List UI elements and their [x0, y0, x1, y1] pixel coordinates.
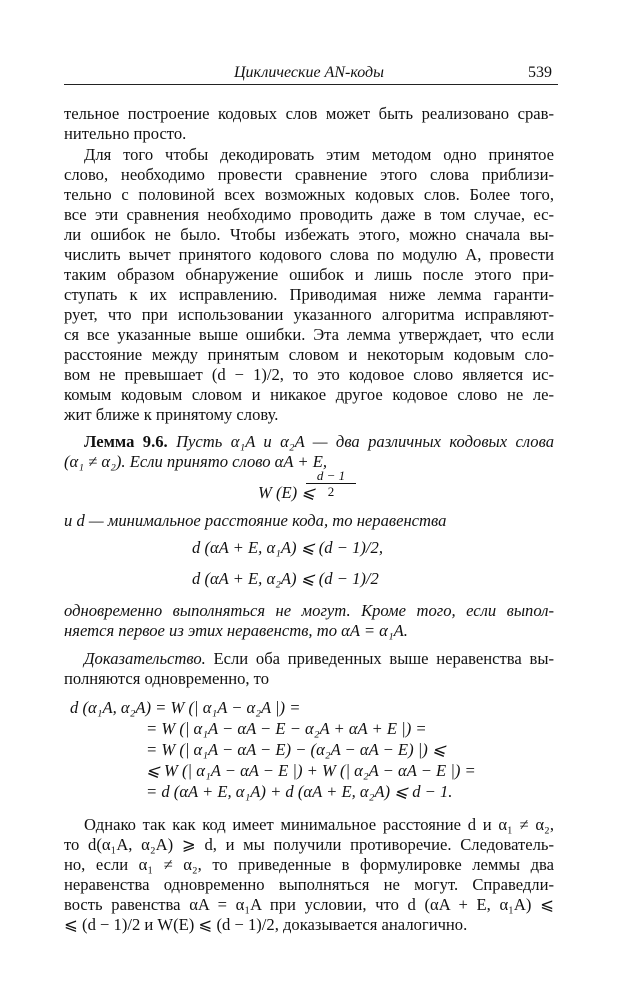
- equation-line: = W (| α₁A − αA − E − α₂A + αA + E |) =: [146, 719, 427, 738]
- formula-fraction: [306, 468, 356, 499]
- inequality-2: d (αA + E, α₂A) ⩽ (d − 1)/2: [192, 569, 379, 588]
- equation-line: = W (| α₁A − αA − E) − (α₂A − αA − E) |) ⩽: [146, 740, 446, 759]
- page-number: 539: [528, 64, 552, 81]
- text-line: полняются одновременно, то: [64, 669, 270, 688]
- text-line: Однако так как код имеет минимальное расстояние d и α₁ ≠ α₂,: [84, 815, 554, 834]
- text-line: ли ошибок не было. Чтобы избежать этого, можно сначала вы-: [64, 225, 554, 244]
- text-line: неравенства одновременно выполняться не могут. Справедли-: [64, 875, 554, 894]
- text-line: одновременно выполняться не могут. Кроме того, если выпол-: [64, 601, 554, 620]
- text-line: числить вычет принятого кодового слова по модулю A, провести: [64, 245, 554, 264]
- fraction-numerator: d − 1: [306, 468, 356, 484]
- text-line: няется первое из этих неравенств, то αA = α₁A.: [64, 621, 408, 640]
- text-line: вость равенства αA = α₁A при условии, что d (αA + E, α₁A) ⩽: [64, 895, 554, 914]
- text-line: таким образом обнаружение ошибок и лишь после этого при-: [64, 265, 554, 284]
- fraction-denominator: 2: [327, 484, 335, 499]
- equation-line: = d (αA + E, α₁A) + d (αA + E, α₂A) ⩽ d − 1.: [146, 782, 453, 801]
- text-line: тельное построение кодовых слов может быть реализовано срав-: [64, 104, 554, 123]
- text-line: (α₁ ≠ α₂). Если принято слово αA + E,: [64, 452, 328, 471]
- text-line: ⩽ (d − 1)/2 и W(E) ⩽ (d − 1)/2, доказывается аналогично.: [64, 915, 468, 934]
- running-header: [64, 64, 558, 85]
- text-line: нительно просто.: [64, 124, 187, 143]
- text-line: ся все указанные выше ошибки. Эта лемма утверждает, что если: [64, 325, 554, 344]
- lemma-statement: [84, 432, 554, 452]
- text-line: тельно с половиной всех возможных кодовых слов. Более того,: [64, 185, 554, 204]
- proof-label: Доказательство.: [84, 649, 206, 668]
- text-line: жит ближе к принятому слову.: [64, 405, 279, 424]
- text-line: то d(α₁A, α₂A) ⩾ d, и мы получили противоречие. Следователь-: [64, 835, 554, 854]
- text-line: Если оба приведенных выше неравенства вы-: [205, 649, 554, 668]
- text-line: ступать к их исправлению. Приводимая ниже лемма гаранти-: [64, 285, 554, 304]
- equation-line: d (α₁A, α₂A) = W (| α₁A − α₂A |) =: [70, 698, 301, 717]
- inequality-1: d (αA + E, α₁A) ⩽ (d − 1)/2,: [192, 538, 383, 557]
- text-line: расстояние между принятым словом и некоторым кодовым сло-: [64, 345, 554, 364]
- formula-w: W (E) ⩽: [258, 483, 316, 502]
- chapter-title: Циклические AN-коды: [234, 64, 384, 81]
- text-line: Пусть α₁A и α₂A — два различных кодовых слова: [176, 432, 554, 451]
- text-line: и d — минимальное расстояние кода, то неравенства: [64, 511, 447, 530]
- text-line: все эти сравнения необходимо проводить даже в том случае, ес-: [64, 205, 554, 224]
- equation-line: ⩽ W (| α₁A − αA − E |) + W (| α₂A − αA − E |) =: [146, 761, 476, 780]
- text-line: рует, что при использовании указанного алгоритма исправляют-: [64, 305, 554, 324]
- text-line: комым кодовым словом и никакое другое кодовое слово не ле-: [64, 385, 554, 404]
- text-line: слово, необходимо провести сравнение этого слова приблизи-: [64, 165, 554, 184]
- lemma-label: Лемма 9.6.: [84, 432, 168, 451]
- text-line: но, если α₁ ≠ α₂, то приведенные в формулировке леммы два: [64, 855, 554, 874]
- proof-start: [84, 649, 554, 669]
- text-line: вом не превышает (d − 1)/2, то это кодовое слово является ис-: [64, 365, 554, 384]
- text-line: Для того чтобы декодировать этим методом одно принятое: [84, 145, 554, 164]
